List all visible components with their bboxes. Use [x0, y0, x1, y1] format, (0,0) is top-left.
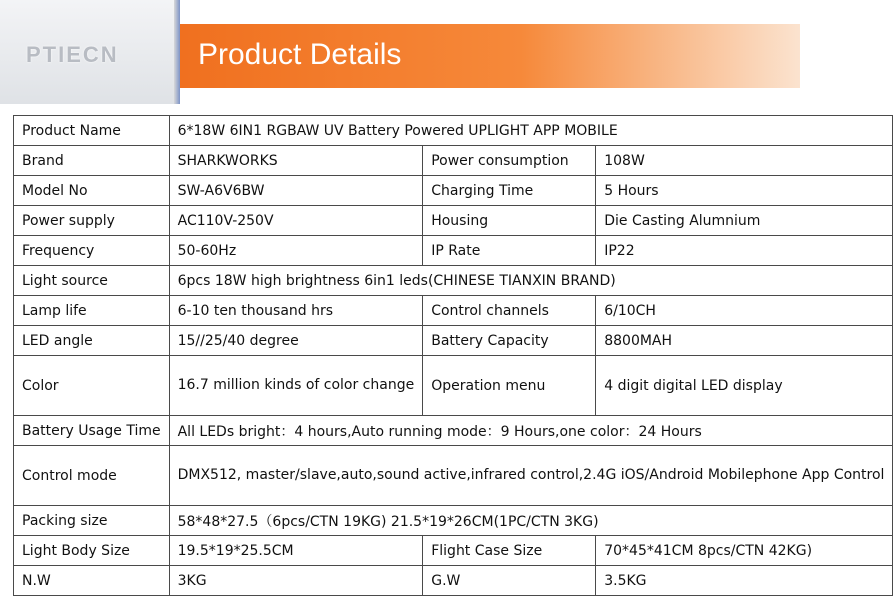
value-light-body-size: 19.5*19*25.5CM	[169, 536, 423, 566]
label-gross-weight: G.W	[423, 566, 596, 596]
table-row	[14, 266, 893, 296]
label-light-body-size: Light Body Size	[14, 536, 170, 566]
table-row	[14, 506, 893, 536]
header-banner	[0, 0, 800, 104]
label-operation-menu: Operation menu	[423, 356, 596, 416]
label-ip-rate: IP Rate	[423, 236, 596, 266]
table-row	[14, 326, 893, 356]
value-flight-case-size: 70*45*41CM 8pcs/CTN 42KG)	[596, 536, 893, 566]
label-control-channels: Control channels	[423, 296, 596, 326]
label-flight-case-size: Flight Case Size	[423, 536, 596, 566]
table-row	[14, 296, 893, 326]
value-charging-time: 5 Hours	[596, 176, 893, 206]
value-product-name: 6*18W 6IN1 RGBAW UV Battery Powered UPLIGHT APP MOBILE	[169, 116, 893, 146]
label-power-consumption: Power consumption	[423, 146, 596, 176]
label-light-source: Light source	[14, 266, 170, 296]
label-color: Color	[14, 356, 170, 416]
label-battery-usage-time: Battery Usage Time	[14, 416, 170, 446]
table-row	[14, 116, 893, 146]
table-row	[14, 206, 893, 236]
label-packing-size: Packing size	[14, 506, 170, 536]
value-power-supply: AC110V-250V	[169, 206, 423, 236]
value-light-source: 6pcs 18W high brightness 6in1 leds(CHINESE TIANXIN BRAND)	[169, 266, 893, 296]
label-brand: Brand	[14, 146, 170, 176]
value-led-angle: 15//25/40 degree	[169, 326, 423, 356]
table-row	[14, 536, 893, 566]
specs-table	[13, 115, 893, 596]
label-lamp-life: Lamp life	[14, 296, 170, 326]
table-row	[14, 416, 893, 446]
value-gross-weight: 3.5KG	[596, 566, 893, 596]
value-control-mode: DMX512, master/slave,auto,sound active,infrared control,2.4G iOS/Android Mobilephone App Control	[169, 446, 893, 506]
label-frequency: Frequency	[14, 236, 170, 266]
brand-logo: PTIECN	[26, 42, 119, 67]
value-color: 16.7 million kinds of color change	[169, 356, 423, 416]
value-power-consumption: 108W	[596, 146, 893, 176]
value-operation-menu: 4 digit digital LED display	[596, 356, 893, 416]
label-model-no: Model No	[14, 176, 170, 206]
value-battery-usage-time: All LEDs bright：4 hours,Auto running mode：9 Hours,one color：24 Hours	[169, 416, 893, 446]
value-net-weight: 3KG	[169, 566, 423, 596]
table-row	[14, 566, 893, 596]
value-housing: Die Casting Alumnium	[596, 206, 893, 236]
value-ip-rate: IP22	[596, 236, 893, 266]
value-brand: SHARKWORKS	[169, 146, 423, 176]
label-led-angle: LED angle	[14, 326, 170, 356]
value-lamp-life: 6-10 ten thousand hrs	[169, 296, 423, 326]
label-battery-capacity: Battery Capacity	[423, 326, 596, 356]
label-control-mode: Control mode	[14, 446, 170, 506]
title-bar	[180, 24, 800, 88]
table-row	[14, 176, 893, 206]
logo-panel	[0, 0, 180, 104]
label-product-name: Product Name	[14, 116, 170, 146]
value-battery-capacity: 8800MAH	[596, 326, 893, 356]
table-row	[14, 146, 893, 176]
value-model-no: SW-A6V6BW	[169, 176, 423, 206]
table-row	[14, 356, 893, 416]
label-power-supply: Power supply	[14, 206, 170, 236]
value-frequency: 50-60Hz	[169, 236, 423, 266]
label-housing: Housing	[423, 206, 596, 236]
table-row	[14, 236, 893, 266]
value-packing-size: 58*48*27.5（6pcs/CTN 19KG) 21.5*19*26CM(1PC/CTN 3KG)	[169, 506, 893, 536]
table-row	[14, 446, 893, 506]
label-net-weight: N.W	[14, 566, 170, 596]
label-charging-time: Charging Time	[423, 176, 596, 206]
value-control-channels: 6/10CH	[596, 296, 893, 326]
page-title: Product Details	[198, 38, 402, 71]
